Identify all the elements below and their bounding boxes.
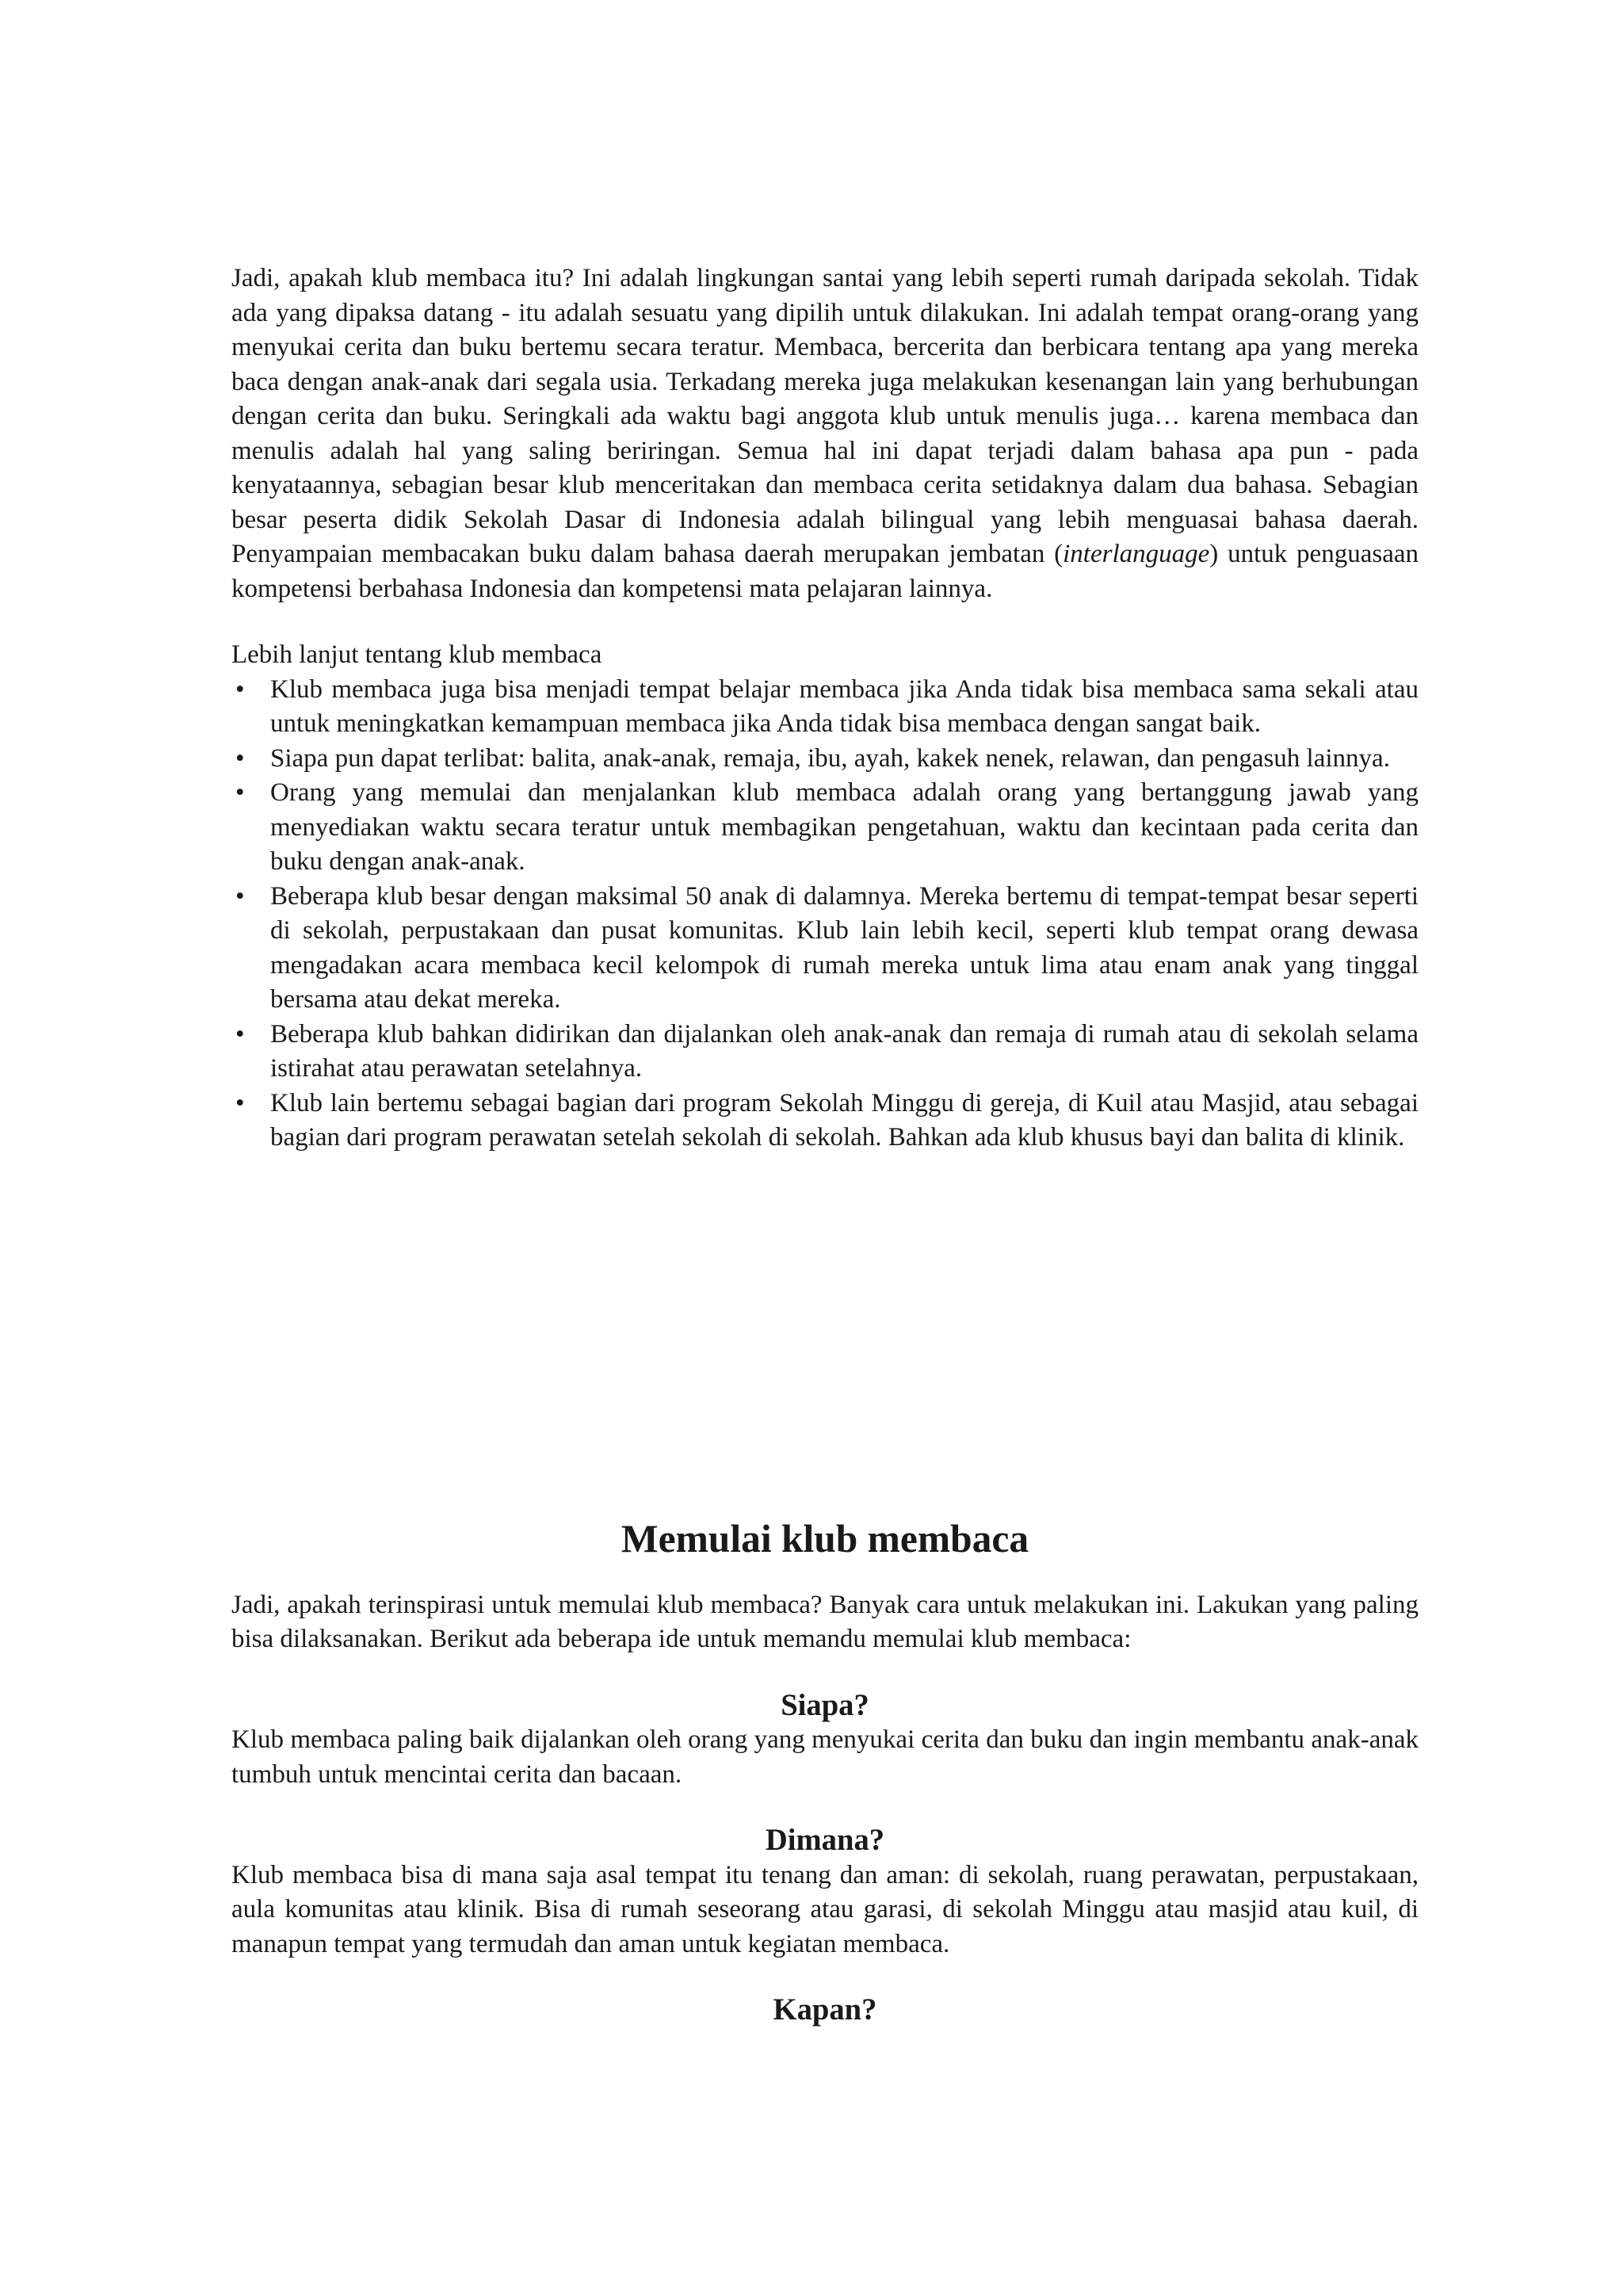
bullet-icon: • <box>235 674 245 704</box>
reading-club-intro-section <box>231 262 1419 1156</box>
list-item: • Klub lain bertemu sebagai bagian dari program Sekolah Minggu di gereja, di Kuil atau Masjid, atau sebagai bagian dari program perawatan setelah sekolah di sekolah. Bahkan ada klub khusus bayi dan balita di klinik. <box>231 1087 1419 1156</box>
bullet-icon: • <box>235 743 245 773</box>
more-about-list <box>231 673 1419 1156</box>
bullet-icon: • <box>235 1019 245 1049</box>
list-item: • Klub membaca juga bisa menjadi tempat belajar membaca jika Anda tidak bisa membaca sama sekali atau untuk meningkatkan kemampuan membaca jika Anda tidak bisa membaca dengan sangat baik. <box>231 673 1419 742</box>
section-heading: Memulai klub membaca <box>621 1517 1029 1561</box>
intro-text-1: Jadi, apakah klub membaca itu? Ini adalah lingkungan santai yang lebih seperti rumah daripada sekolah. Tidak ada yang dipaksa datang - itu adalah sesuatu yang dipilih untuk dilakukan. Ini adalah tempat orang-orang yang menyukai cerita dan buku bertemu secara teratur. Membaca, bercerita dan berbicara tentang apa yang mereka baca dengan anak-anak dari segala usia. Terkadang mereka juga melakukan kesenangan lain yang berhubungan dengan cerita dan buku. Seringkali ada waktu bagi anggota klub untuk menulis juga… karena membaca dan menulis adalah hal yang saling beriringan. Semua hal ini dapat terjadi dalam bahasa apa pun - pada kenyataannya, sebagian besar klub menceritakan dan membaca cerita setidaknya dalam dua bahasa. Sebagian besar peserta didik Sekolah Dasar di Indonesia adalah bilingual yang lebih menguasai bahasa daerah. Penyampaian membacakan buku dalam bahasa daerah merupakan jembatan ( <box>231 264 1419 568</box>
bullet-icon: • <box>235 881 245 911</box>
intro-paragraph <box>231 262 1419 606</box>
who-paragraph: Klub membaca paling baik dijalankan oleh orang yang menyukai cerita dan buku dan ingin membantu anak-anak tumbuh untuk mencintai cerita dan bacaan. <box>231 1725 1419 1789</box>
more-about-title: Lebih lanjut tentang klub membaca <box>231 640 602 669</box>
list-item: • Siapa pun dapat terlibat: balita, anak-anak, remaja, ibu, ayah, kakek nenek, relawan, dan pengasuh lainnya. <box>231 742 1419 777</box>
list-item: • Orang yang memulai dan menjalankan klub membaca adalah orang yang bertanggung jawab yang menyediakan waktu secara teratur untuk membagikan pengetahuan, waktu dan kecintaan pada cerita dan buku dengan anak-anak. <box>231 776 1419 880</box>
start-intro-paragraph: Jadi, apakah terinspirasi untuk memulai klub membaca? Banyak cara untuk melakukan ini. Lakukan yang paling bisa dilaksanakan. Berikut ada beberapa ide untuk memandu memulai klub membaca: <box>231 1590 1419 1653</box>
intro-text-2: ) untuk penguasaan kompetensi berbahasa Indonesia dan kompetensi mata pelajaran lainnya. <box>231 540 1419 603</box>
bullet-icon: • <box>235 1088 245 1117</box>
subheading-who: Siapa? <box>781 1688 869 1722</box>
list-item: • Beberapa klub besar dengan maksimal 50 anak di dalamnya. Mereka bertemu di tempat-tempat besar seperti di sekolah, perpustakaan dan pusat komunitas. Klub lain lebih kecil, seperti klub tempat orang dewasa mengadakan acara membaca kecil kelompok di rumah mereka untuk lima atau enam anak yang tinggal bersama atau dekat mereka. <box>231 880 1419 1018</box>
where-paragraph: Klub membaca bisa di mana saja asal tempat itu tenang dan aman: di sekolah, ruang perawatan, perpustakaan, aula komunitas atau klinik. Bisa di rumah seseorang atau garasi, di sekolah Minggu atau masjid atau kuil, di manapun tempat yang termudah dan aman untuk kegiatan membaca. <box>231 1860 1419 1958</box>
subheading-when: Kapan? <box>773 1993 877 2027</box>
intro-italic-term: interlanguage <box>1063 540 1210 568</box>
list-item: • Beberapa klub bahkan didirikan dan dijalankan oleh anak-anak dan remaja di rumah atau di sekolah selama istirahat atau perawatan setelahnya. <box>231 1018 1419 1087</box>
subheading-where: Dimana? <box>765 1824 885 1857</box>
bullet-icon: • <box>235 778 245 807</box>
start-reading-club-section <box>231 1517 1419 2028</box>
